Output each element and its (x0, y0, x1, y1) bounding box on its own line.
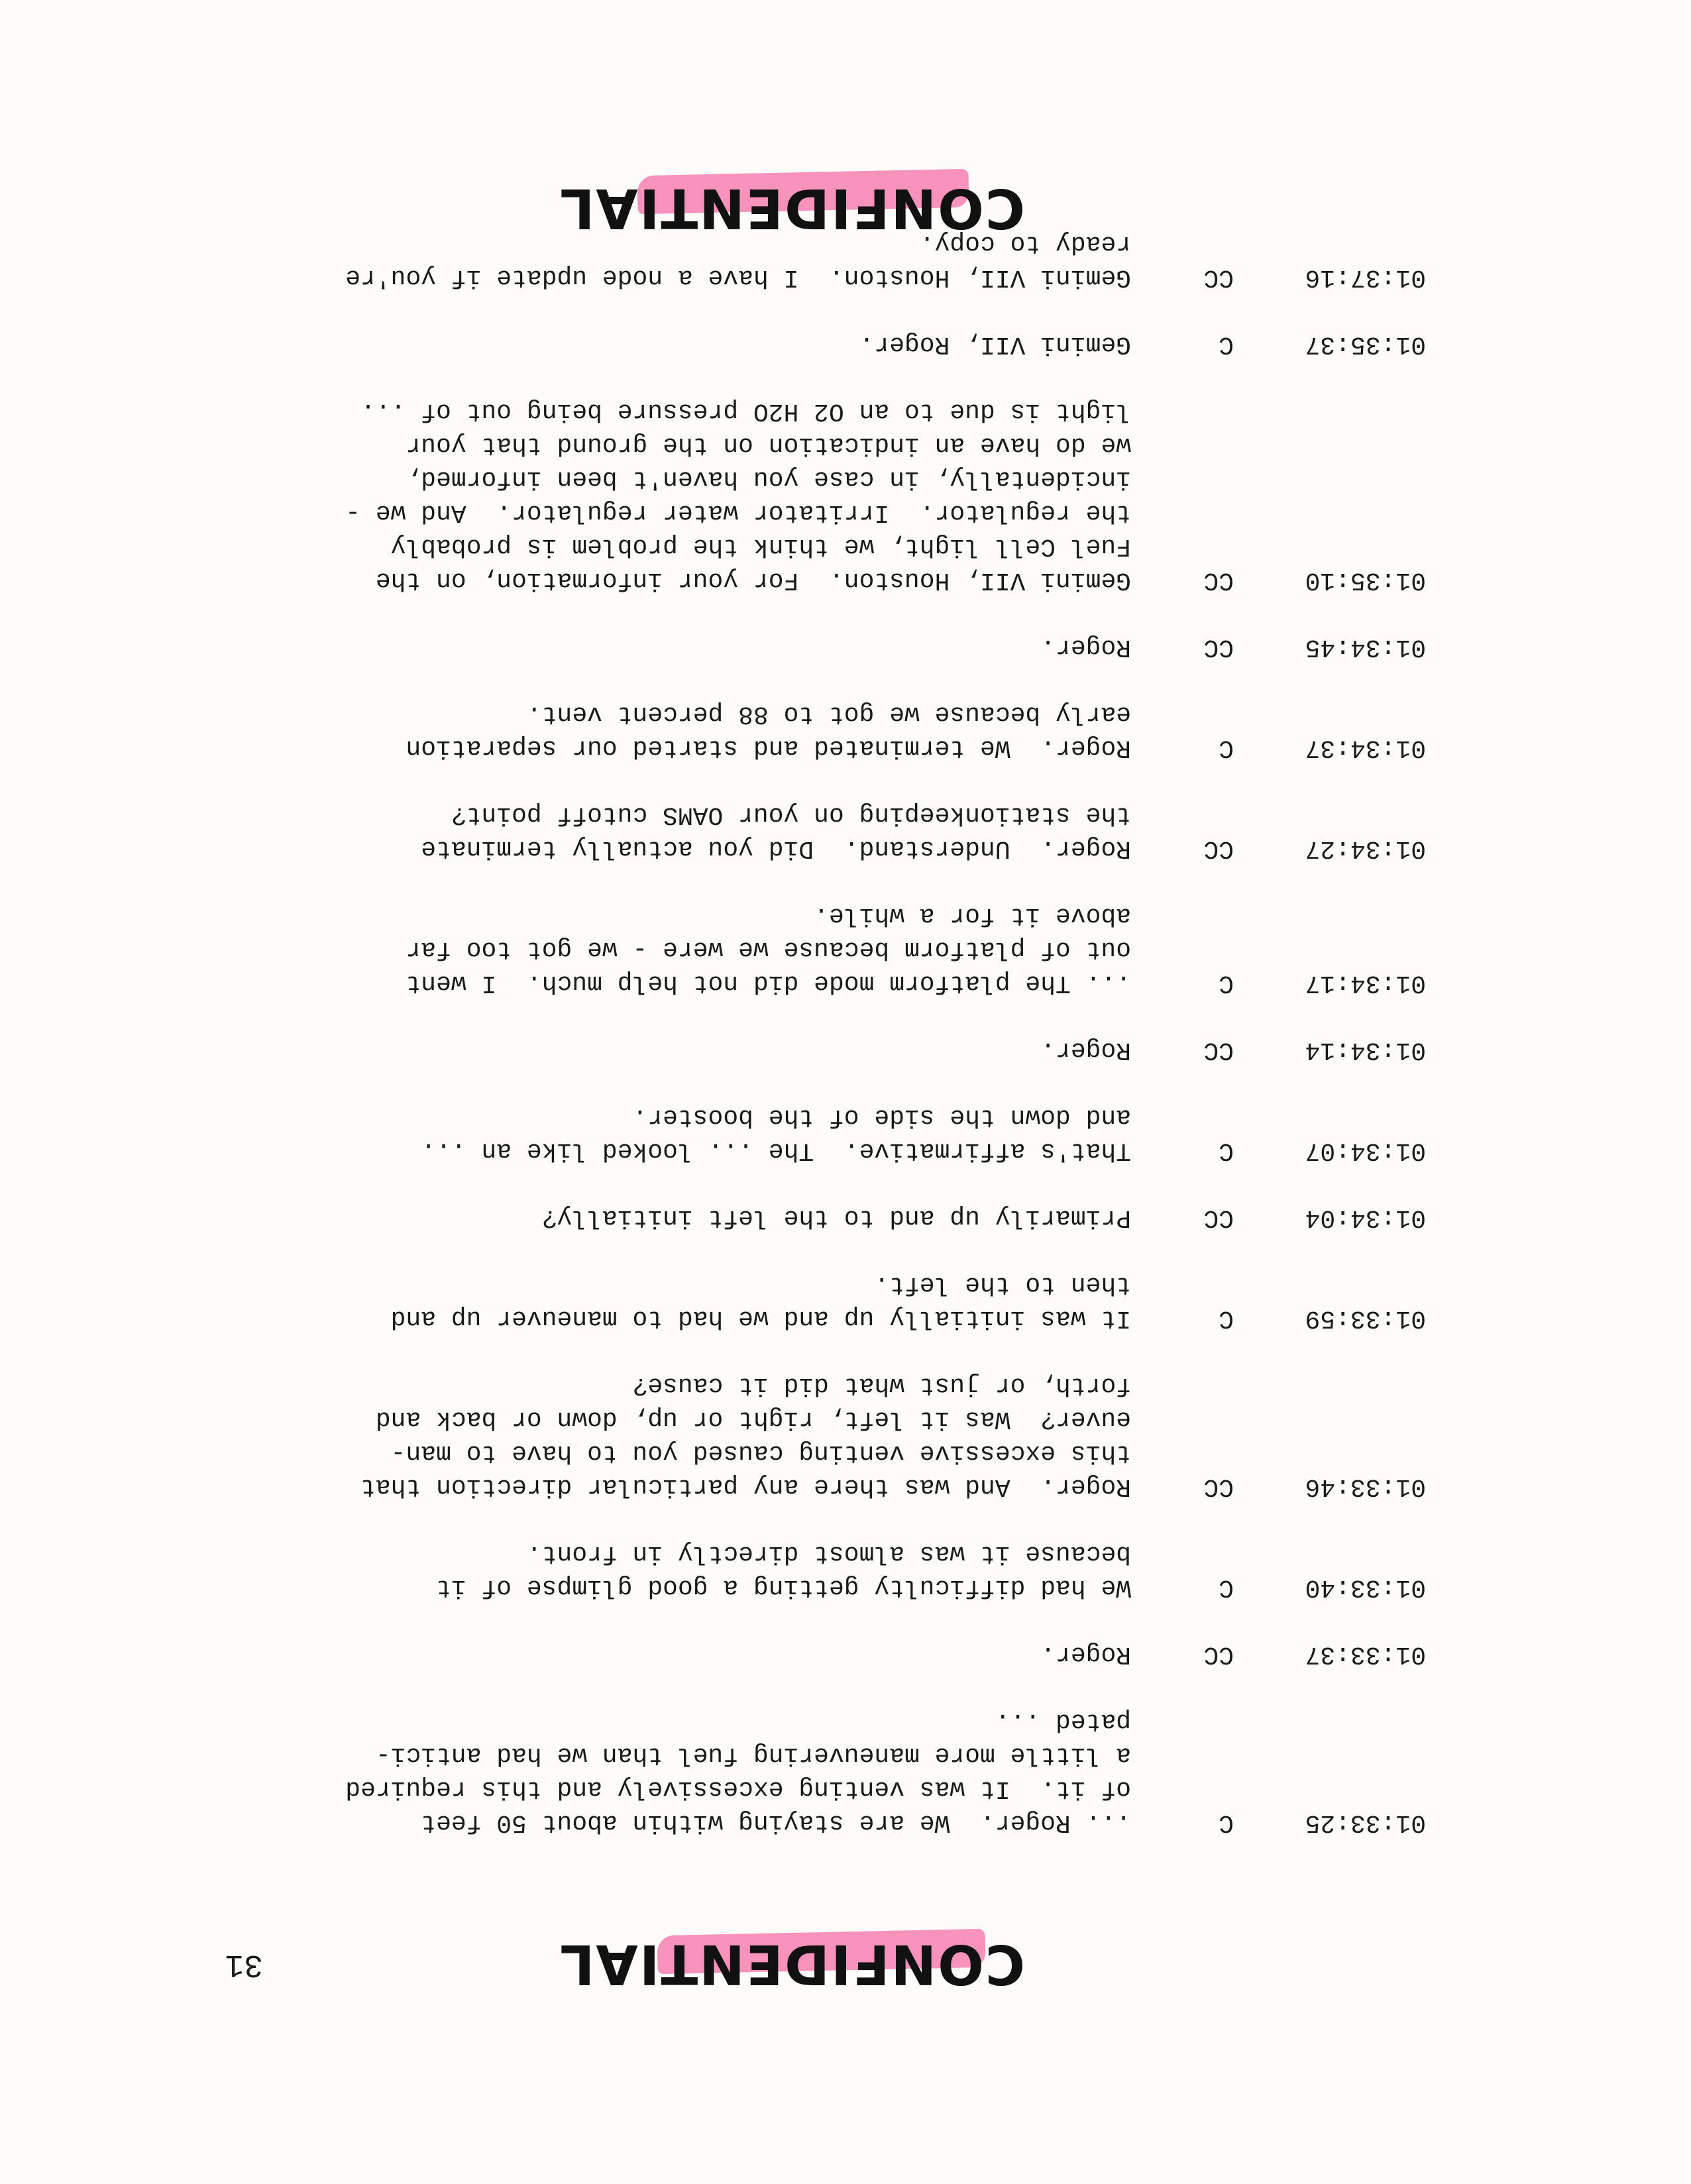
entry-text-line: of it. It was venting excessively and this required (345, 1774, 1131, 1803)
entry-speaker: C (1219, 1136, 1234, 1165)
transcript-entry (233, 1268, 1426, 1335)
entry-text-line: Gemini VII, Houston. For your information, on the (375, 566, 1131, 594)
entry-timestamp: 01:33:40 (1305, 1573, 1426, 1602)
entry-text-line: the stationkeeping on your OAMS cutoff point? (451, 800, 1131, 829)
entry-text-line: Roger. Understand. Did you actually terminate (421, 834, 1131, 863)
entry-text-line: this excessive venting caused you to have to man- (390, 1439, 1131, 1467)
entry-text-line: Roger. (1040, 633, 1131, 661)
transcript-entry (233, 1201, 1426, 1234)
entry-speaker: CC (1203, 263, 1234, 292)
entry-timestamp: 01:33:37 (1305, 1640, 1426, 1668)
entry-text-line: out of platform because we were - we got too far (406, 935, 1131, 963)
entry-text-line: then to the left. (874, 1270, 1131, 1299)
entry-speaker: C (1219, 1808, 1234, 1837)
entry-text-line: above it for a while. (814, 901, 1131, 930)
transcript-entry (233, 1537, 1426, 1604)
entry-speaker: C (1219, 1304, 1234, 1333)
entry-text-line: Roger. We terminated and started our separation (406, 734, 1131, 762)
entry-speaker: CC (1203, 1472, 1234, 1501)
entry-text-line: euver? Was it left, right or up, down or back and (375, 1405, 1131, 1433)
transcript-entry (233, 394, 1426, 597)
entry-timestamp: 01:34:37 (1305, 734, 1426, 762)
transcript-entry (233, 327, 1426, 361)
entry-speaker: C (1219, 969, 1234, 997)
entry-text-line: Roger. (1040, 1036, 1131, 1064)
entry-timestamp: 01:34:14 (1305, 1036, 1426, 1064)
entry-text-line: ready to copy. (919, 229, 1131, 258)
transcript-body (233, 193, 1426, 1839)
entry-timestamp: 01:34:45 (1305, 633, 1426, 661)
entry-timestamp: 01:33:25 (1305, 1808, 1426, 1837)
entry-text (283, 327, 1131, 361)
classification-stamp-top: CONFIDENTIAL (559, 1932, 1025, 1995)
entry-timestamp: 01:34:17 (1305, 969, 1426, 997)
entry-text-line: ... Roger. We are staying within about 50 feet (421, 1808, 1131, 1837)
entry-speaker: CC (1203, 1203, 1234, 1232)
entry-speaker: CC (1203, 633, 1234, 661)
entry-text-line: a little more maneuvering fuel than we had antici- (375, 1741, 1131, 1769)
entry-text-line: ... The platform mode did not help much. I went (406, 969, 1131, 997)
entry-speaker: C (1219, 330, 1234, 358)
entry-text (283, 1268, 1131, 1335)
entry-text (283, 1637, 1131, 1671)
transcript-entry (233, 697, 1426, 765)
entry-text-line: we do have an indication on the ground that your (406, 431, 1131, 459)
entry-text-line: Gemini VII, Roger. (859, 330, 1131, 358)
transcript-entry (233, 1637, 1426, 1671)
entry-text (283, 394, 1131, 597)
entry-text-line: and down the side of the booster. (632, 1103, 1131, 1131)
entry-text-line: Roger. (1040, 1640, 1131, 1668)
entry-text-line: It was initially up and we had to maneuver up and (390, 1304, 1131, 1333)
transcript-entry (233, 798, 1426, 865)
entry-text (283, 1100, 1131, 1168)
entry-text-line: forth, or just what did it cause? (632, 1371, 1131, 1399)
entry-text (283, 1368, 1131, 1503)
entry-text-line: That's affirmative. The ... looked like an ... (421, 1136, 1131, 1165)
transcript-entry (233, 899, 1426, 1000)
entry-text (283, 798, 1131, 865)
entry-timestamp: 01:34:07 (1305, 1136, 1426, 1165)
entry-text (283, 899, 1131, 1000)
entry-text-line: Primarily up and to the left initially? (541, 1203, 1131, 1232)
entry-speaker: C (1219, 1573, 1234, 1602)
transcript-entry (233, 1704, 1426, 1839)
entry-text (283, 630, 1131, 664)
entry-text (283, 1704, 1131, 1839)
transcript-entry (233, 1368, 1426, 1503)
entry-speaker: CC (1203, 566, 1234, 594)
entry-text-line: the regulator. Irritator water regulator. And we - (345, 498, 1131, 527)
entry-text-line: Roger. And was there any particular direction that (360, 1472, 1131, 1501)
classification-stamp-bottom: CONFIDENTIAL (559, 176, 1025, 239)
entry-timestamp: 01:33:59 (1305, 1304, 1426, 1333)
entry-text-line: early because we got to 88 percent vent. (526, 700, 1131, 728)
entry-timestamp: 01:37:16 (1305, 263, 1426, 292)
entry-speaker: CC (1203, 834, 1234, 863)
entry-text (283, 1033, 1131, 1067)
entry-speaker: C (1219, 734, 1234, 762)
page-number: 31 (225, 1946, 263, 1982)
entry-text-line: because it was almost directly in front. (526, 1539, 1131, 1568)
entry-text (283, 1537, 1131, 1604)
entry-speaker: CC (1203, 1036, 1234, 1064)
entry-text-line: pated ... (995, 1707, 1131, 1735)
entry-text-line: We had difficulty getting a good glimpse of it (436, 1573, 1131, 1602)
entry-text-line: light is due to an O2 H2O pressure being out of ... (360, 397, 1131, 425)
entry-text-line: Gemini VII, Houston. I have a node update if you're (345, 263, 1131, 292)
entry-timestamp: 01:34:04 (1305, 1203, 1426, 1232)
entry-timestamp: 01:35:10 (1305, 566, 1426, 594)
entry-speaker: CC (1203, 1640, 1234, 1668)
entry-text (283, 1201, 1131, 1234)
entry-timestamp: 01:33:46 (1305, 1472, 1426, 1501)
entry-text-line: incidentally, in case you haven't been informed, (406, 464, 1131, 493)
entry-text-line: Fuel Cell light, we think the problem is probably (390, 532, 1131, 561)
transcript-entry (233, 630, 1426, 664)
entry-timestamp: 01:35:37 (1305, 330, 1426, 358)
entry-timestamp: 01:34:27 (1305, 834, 1426, 863)
transcript-entry (233, 1033, 1426, 1067)
transcript-entry (233, 1100, 1426, 1168)
entry-text (283, 697, 1131, 765)
